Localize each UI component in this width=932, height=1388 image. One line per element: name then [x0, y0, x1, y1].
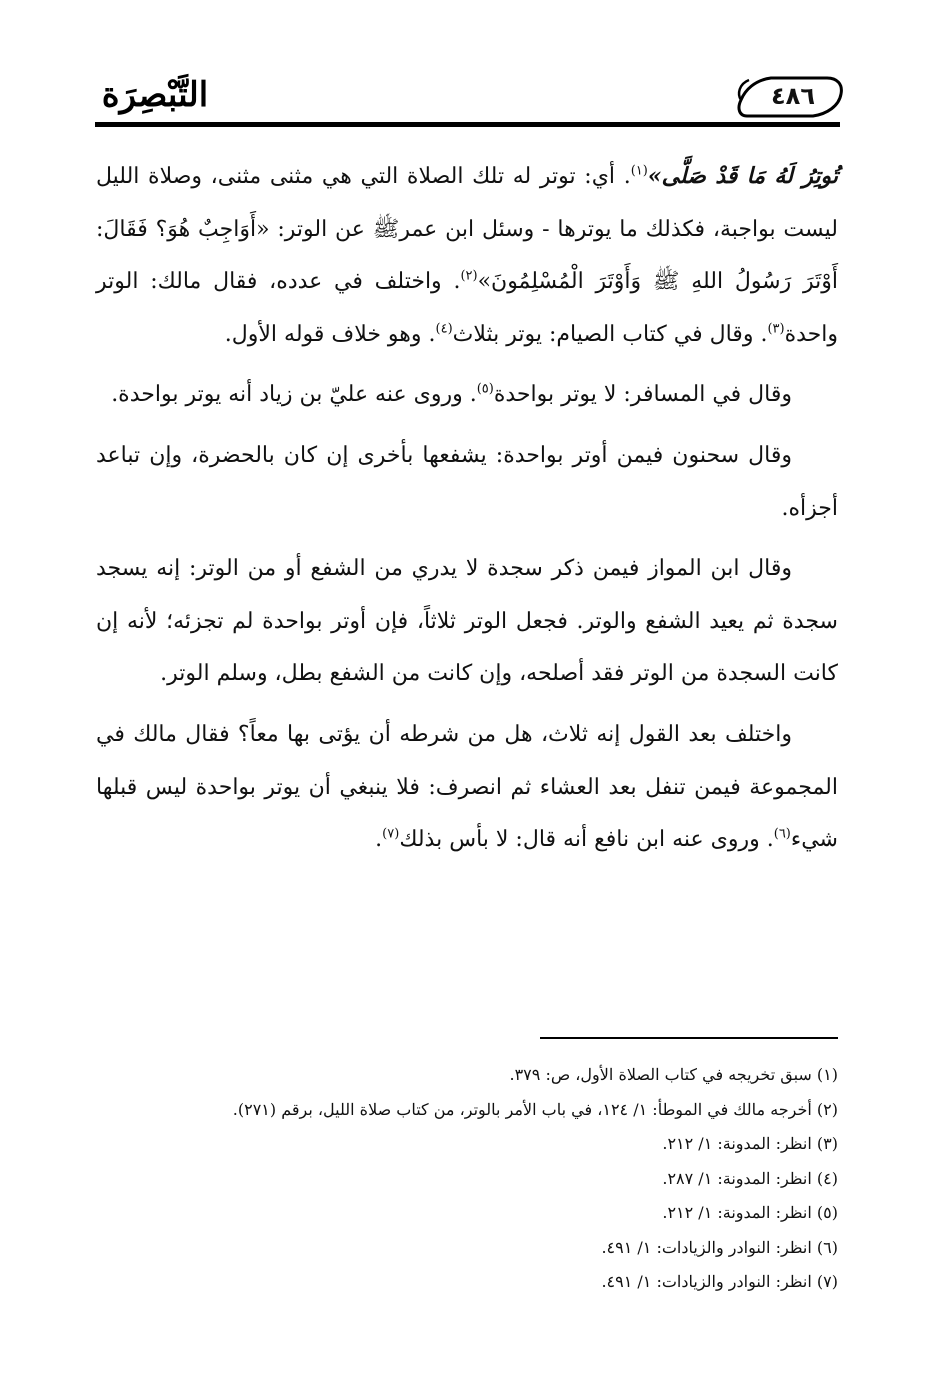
footnote-ref: (١)	[630, 163, 648, 179]
page-number: ٤٨٦	[771, 82, 815, 110]
footnote: (٢) أخرجه مالك في الموطأ: ١/ ١٢٤، في باب الأمر بالوتر، من كتاب صلاة الليل، برقم (٢٧١).	[232, 1099, 838, 1119]
page-number-frame	[735, 72, 845, 120]
footnote: (١) سبق تخريجه في كتاب الصلاة الأول، ص: ٣٧٩.	[509, 1065, 838, 1084]
page-header	[95, 62, 840, 132]
footnote: (٥) انظر: المدونة: ١/ ٢١٢.	[662, 1203, 838, 1222]
book-title: التَّبْصِرَة	[101, 75, 209, 115]
footnotes	[96, 1058, 838, 1300]
body-text: واختلف بعد القول إنه ثلاث، هل من شرطه أن يؤتى بها معاً؟ فقال مالك في المجموعة فيمن تنفل بعد العشاء ثم انصرف: فلا ينبغي أن يوتر بواحدة ليس قبلها شيء	[96, 721, 838, 853]
footnote: (٧) انظر: النوادر والزيادات: ١/ ٤٩١.	[601, 1272, 838, 1291]
paragraph	[96, 369, 838, 422]
footnote-ref: (٧)	[382, 826, 400, 842]
footnote: (٦) انظر: النوادر والزيادات: ١/ ٤٩١.	[601, 1237, 838, 1257]
hadith-text: تُوتِرُ لَهُ مَا قَدْ صَلَّى»	[647, 163, 838, 189]
footnote-ref: (٣)	[767, 321, 785, 337]
paragraph	[96, 543, 838, 701]
body-text: . وهو خلاف قوله الأول.	[224, 321, 436, 347]
header-rule	[95, 122, 840, 127]
footnote-separator	[540, 1037, 838, 1039]
footnote: (٤) انظر: المدونة: ١/ ٢٨٧.	[662, 1168, 838, 1188]
main-text	[96, 150, 838, 875]
body-text: . وروى عنه عليّ بن زياد أنه يوتر بواحدة.	[111, 382, 477, 408]
body-text: . واختلف في عدده، فقال مالك: الوتر واحدة	[96, 269, 838, 347]
body-text: وقال في المسافر: لا يوتر بواحدة	[493, 382, 792, 408]
footnote-ref: (٦)	[773, 826, 791, 842]
body-text: وقال ابن المواز فيمن ذكر سجدة لا يدري من الشفع أو من الوتر: إنه يسجد سجدة ثم يعيد الشفع والوتر. فجعل الوتر ثلاثاً، فإن أوتر بواحدة لم تجزئه؛ لأنه إن كانت السجدة من الوتر فقد أصلحه، وإن كانت من الشفع بطل، وسلم الوتر.	[96, 556, 838, 687]
footnote-ref: (٤)	[435, 321, 453, 337]
paragraph	[96, 709, 838, 867]
body-text: . وروى عنه ابن نافع أنه قال: لا بأس بذلك	[399, 827, 774, 853]
footnote: (٣) انظر: المدونة: ١/ ٢١٢.	[662, 1134, 838, 1153]
paragraph	[96, 430, 838, 535]
body-text: . وقال في كتاب الصيام: يوتر بثلاث	[452, 321, 768, 347]
footnote-ref: (٥)	[476, 382, 494, 398]
footnote-ref: (٢)	[460, 268, 478, 284]
body-text: .	[375, 827, 383, 853]
paragraph	[96, 150, 838, 361]
body-text: . أي: توتر له تلك الصلاة التي هي مثنى مثنى، وصلاة الليل ليست بواجبة، فكذلك ما يوترها - وسئل ابن عمرﷺ عن الوتر: «أَوَاجِبٌ هُوَ؟ فَقَالَ: أَوْتَرَ رَسُولُ اللهِ ﷺ وَأَوْتَرَ الْمُسْلِمُونَ»	[96, 164, 838, 295]
body-text: وقال سحنون فيمن أوتر بواحدة: يشفعها بأخرى إن كان بالحضرة، وإن تباعد أجزأه.	[96, 442, 838, 521]
